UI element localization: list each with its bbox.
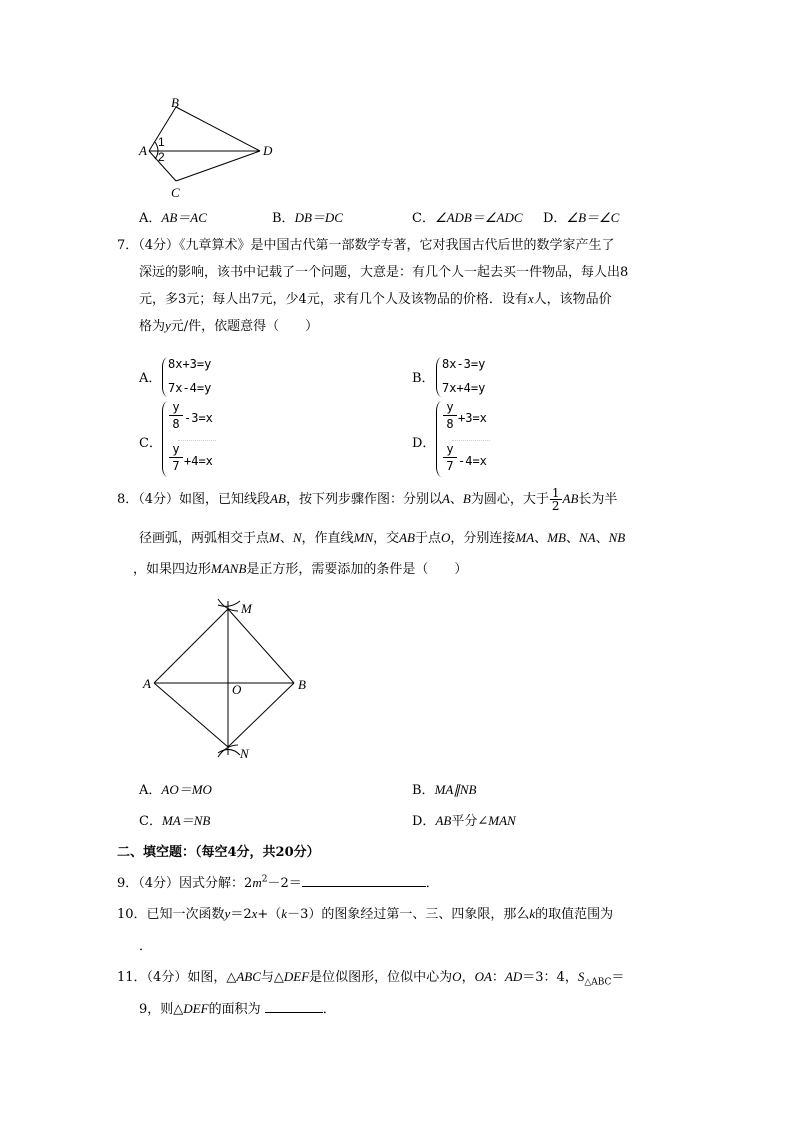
q6-option-c[interactable]: [412, 207, 523, 226]
q8-stem-line3: [133, 556, 467, 584]
q10-line1: [117, 903, 613, 922]
label-a: A: [139, 143, 147, 158]
exponent: 2: [261, 874, 268, 885]
section-title: 二、填空题：（每空4分，共20分）: [117, 845, 320, 860]
option-letter: C．: [139, 814, 162, 829]
q6-option-a[interactable]: [139, 207, 207, 226]
q9: [117, 872, 439, 891]
var-k: k: [529, 906, 536, 921]
q7-text: 7．（4分）《九章算术》是中国古代第一部数学专著，它对我国古代后世的数学家产生了: [117, 238, 615, 253]
segment-ab-ref: AB: [562, 491, 579, 506]
q8-text: 、: [534, 531, 548, 546]
q7-text: 深远的影响，该书中记载了一个问题，大意是：有几个人一起去买一件物品，每人出8: [139, 265, 629, 280]
fraction-1: [169, 400, 183, 431]
q10-text: 的取值范围为: [535, 907, 614, 922]
q8-option-d[interactable]: [412, 810, 516, 829]
q8-option-c[interactable]: [139, 810, 210, 829]
denominator: 8: [172, 417, 180, 431]
q11-text: ．: [322, 1002, 336, 1017]
denominator: 8: [446, 417, 454, 431]
segment-ab-ref: AB: [399, 530, 415, 545]
angle-2-label: 2: [158, 150, 165, 164]
q6-option-d[interactable]: [543, 207, 619, 226]
q11-text: 9，则△: [139, 1002, 184, 1017]
option-letter: B．: [412, 371, 435, 386]
equation-rest-2: +4=x: [184, 454, 213, 468]
fraction-2: [169, 442, 183, 473]
square-figure: [140, 595, 320, 765]
q11-text: 与△: [260, 970, 284, 985]
q7-text: 元/件，依题意得（ ）: [170, 319, 319, 334]
q11-text: 是位似图形，位似中心为: [309, 970, 453, 985]
var-m: m: [252, 875, 262, 890]
label-b: B: [298, 677, 306, 692]
option-letter: A．: [139, 783, 162, 798]
q8-stem-line1: [117, 486, 617, 514]
option-text: 平分∠: [451, 814, 489, 829]
denominator: 7: [446, 459, 454, 473]
divider: [178, 440, 216, 441]
option-text: ∠ADB＝∠ADC: [434, 210, 523, 225]
option-letter: D．: [412, 814, 436, 829]
var-y: y: [165, 318, 171, 333]
equation-rest-2: -4=x: [458, 454, 487, 468]
q10-text: ＝2: [230, 907, 252, 922]
q8-text: 为圆心，大于: [470, 492, 549, 507]
label-d: D: [263, 143, 273, 158]
numerator: 1: [551, 486, 560, 500]
fraction-bar: [169, 457, 183, 458]
var-x: x: [527, 291, 534, 306]
q10-line2: [139, 935, 152, 954]
numerator: y: [172, 442, 180, 456]
q10-text: +（: [257, 907, 282, 922]
angle-1-label: 1: [158, 135, 165, 149]
answer-blank[interactable]: [302, 874, 426, 887]
q9-text: ．: [425, 876, 439, 891]
var-x: x: [251, 906, 258, 921]
option-text: DB＝DC: [294, 210, 343, 225]
area-symbol: S: [577, 969, 585, 984]
q8-text: 长为半: [578, 492, 618, 507]
q10-text: ．: [139, 939, 153, 954]
option-text: ∠B＝∠C: [566, 210, 620, 225]
triangle-ref: DEF: [183, 1001, 209, 1016]
segment-ref: MA: [515, 530, 535, 545]
equation-2: 7x-4=y: [168, 381, 212, 395]
q8-text: 是正方形，需要添加的条件是（ ）: [246, 562, 468, 577]
numerator: y: [172, 400, 180, 414]
point-o-ref: O: [452, 969, 462, 984]
segment-mb: [228, 609, 294, 683]
q7-text: 格为: [139, 319, 166, 334]
q11-line1: [117, 966, 624, 988]
segment-cd: [176, 151, 260, 181]
option-text: AB＝AC: [161, 210, 207, 225]
option-letter: B．: [412, 783, 435, 798]
subscript: △ABC: [584, 977, 612, 988]
q8-text: 8．（4分）如图，已知线段: [117, 492, 271, 507]
fraction-bar: [169, 415, 183, 416]
triangle-ref: DEF: [283, 969, 310, 984]
equation-1: 8x-3=y: [442, 357, 486, 371]
q8-text: ，交: [373, 531, 400, 546]
equation-rest-1: -3=x: [184, 411, 213, 425]
label-n: N: [240, 746, 249, 761]
q11-text: 的面积为: [208, 1002, 261, 1017]
line-mn-ref: MN: [353, 530, 374, 545]
numerator: y: [446, 442, 454, 456]
q8-text: 、: [279, 531, 293, 546]
segment-ref: AD: [504, 969, 523, 984]
option-text: MA＝NB: [161, 813, 211, 828]
q7-text: 人，该物品价: [533, 292, 612, 307]
var-y: y: [224, 906, 231, 921]
equation-rest-1: +3=x: [458, 411, 487, 425]
fraction-2: [443, 442, 457, 473]
segment-na: [154, 683, 228, 747]
brace-icon: [162, 401, 169, 477]
q11-line2: [139, 998, 336, 1017]
option-text: MAN: [488, 813, 516, 828]
q11-text: ，: [461, 970, 475, 985]
label-c: C: [171, 185, 180, 200]
segment-ref: NB: [608, 530, 626, 545]
q8-text: 、: [449, 492, 463, 507]
q8-text: ，分别连接: [450, 531, 516, 546]
q9-text: 9．（4分）因式分解：2: [117, 876, 253, 891]
option-letter: D．: [412, 436, 436, 451]
option-letter: D．: [543, 211, 567, 226]
point-a-ref: A: [441, 491, 450, 506]
label-b: B: [171, 95, 179, 110]
q8-text: ，按下列步骤作图：分别以: [285, 492, 442, 507]
point-o-ref: O: [440, 530, 451, 545]
q8-option-a[interactable]: [139, 779, 212, 798]
q11-text: 11．（4分）如图，△: [117, 970, 237, 985]
fraction-bar: [443, 457, 457, 458]
q11-text: ＝3：4，: [522, 970, 578, 985]
q9-text: －2＝: [267, 876, 302, 891]
equation-2: 7x+4=y: [442, 381, 486, 395]
option-text: AO＝MO: [161, 782, 212, 797]
point-m-ref: M: [269, 530, 280, 545]
numerator: y: [446, 400, 454, 414]
segment-ref: NA: [578, 530, 596, 545]
q7-stem-line3: [139, 286, 612, 314]
label-a: A: [143, 676, 151, 691]
triangle-ref: ABC: [236, 969, 261, 984]
q7-stem-line1: [117, 233, 615, 260]
option-letter: C．: [412, 211, 435, 226]
q8-text: 径画弧，两弧相交于点: [139, 531, 270, 546]
equation-1: 8x+3=y: [168, 357, 212, 371]
q8-text: 、: [595, 531, 609, 546]
brace-icon: [436, 401, 443, 477]
divider: [452, 440, 490, 441]
segment-ref: MB: [547, 530, 566, 545]
point-b-ref: B: [462, 491, 471, 506]
q8-text: 于点: [414, 531, 441, 546]
fraction-bar: [443, 415, 457, 416]
q7-stem-line4: [139, 313, 318, 341]
denominator: 2: [551, 499, 560, 513]
q8-text: 、: [565, 531, 579, 546]
option-letter: A．: [139, 211, 162, 226]
q10-text: －3）的图象经过第一、三、四象限，那么: [287, 907, 530, 922]
q8-text: ，如果四边形: [133, 562, 212, 577]
option-letter: C．: [139, 436, 162, 451]
segment-ab-ref: AB: [270, 491, 286, 506]
point-n-ref: N: [292, 530, 302, 545]
fraction-1: [443, 400, 457, 431]
q7-text: 元，多3元；每人出7元，少4元，求有几个人及该物品的价格．设有: [139, 292, 528, 307]
option-text: MA∥NB: [434, 782, 477, 797]
segment-am: [154, 609, 228, 683]
answer-blank[interactable]: [265, 1000, 323, 1013]
q10-text: 10．已知一次函数: [117, 907, 225, 922]
option-text: AB: [435, 813, 452, 828]
q8-stem-line2: [139, 525, 625, 553]
quadrilateral-ref: MANB: [211, 561, 247, 576]
var-k: k: [281, 906, 288, 921]
option-letter: B．: [272, 211, 295, 226]
q8-option-b[interactable]: [412, 779, 476, 798]
q7-stem-line2: [139, 260, 628, 287]
option-letter: A．: [139, 371, 162, 386]
q11-text: ＝: [611, 970, 625, 985]
q6-option-b[interactable]: [272, 207, 343, 226]
segment-bd: [176, 107, 260, 151]
q8-text: ，作直线: [301, 531, 354, 546]
segment-ref: OA: [474, 969, 492, 984]
denominator: 7: [172, 459, 180, 473]
label-o: O: [232, 682, 242, 697]
label-m: M: [241, 601, 252, 616]
half-fraction: [550, 487, 562, 512]
q11-text: ：: [491, 970, 505, 985]
